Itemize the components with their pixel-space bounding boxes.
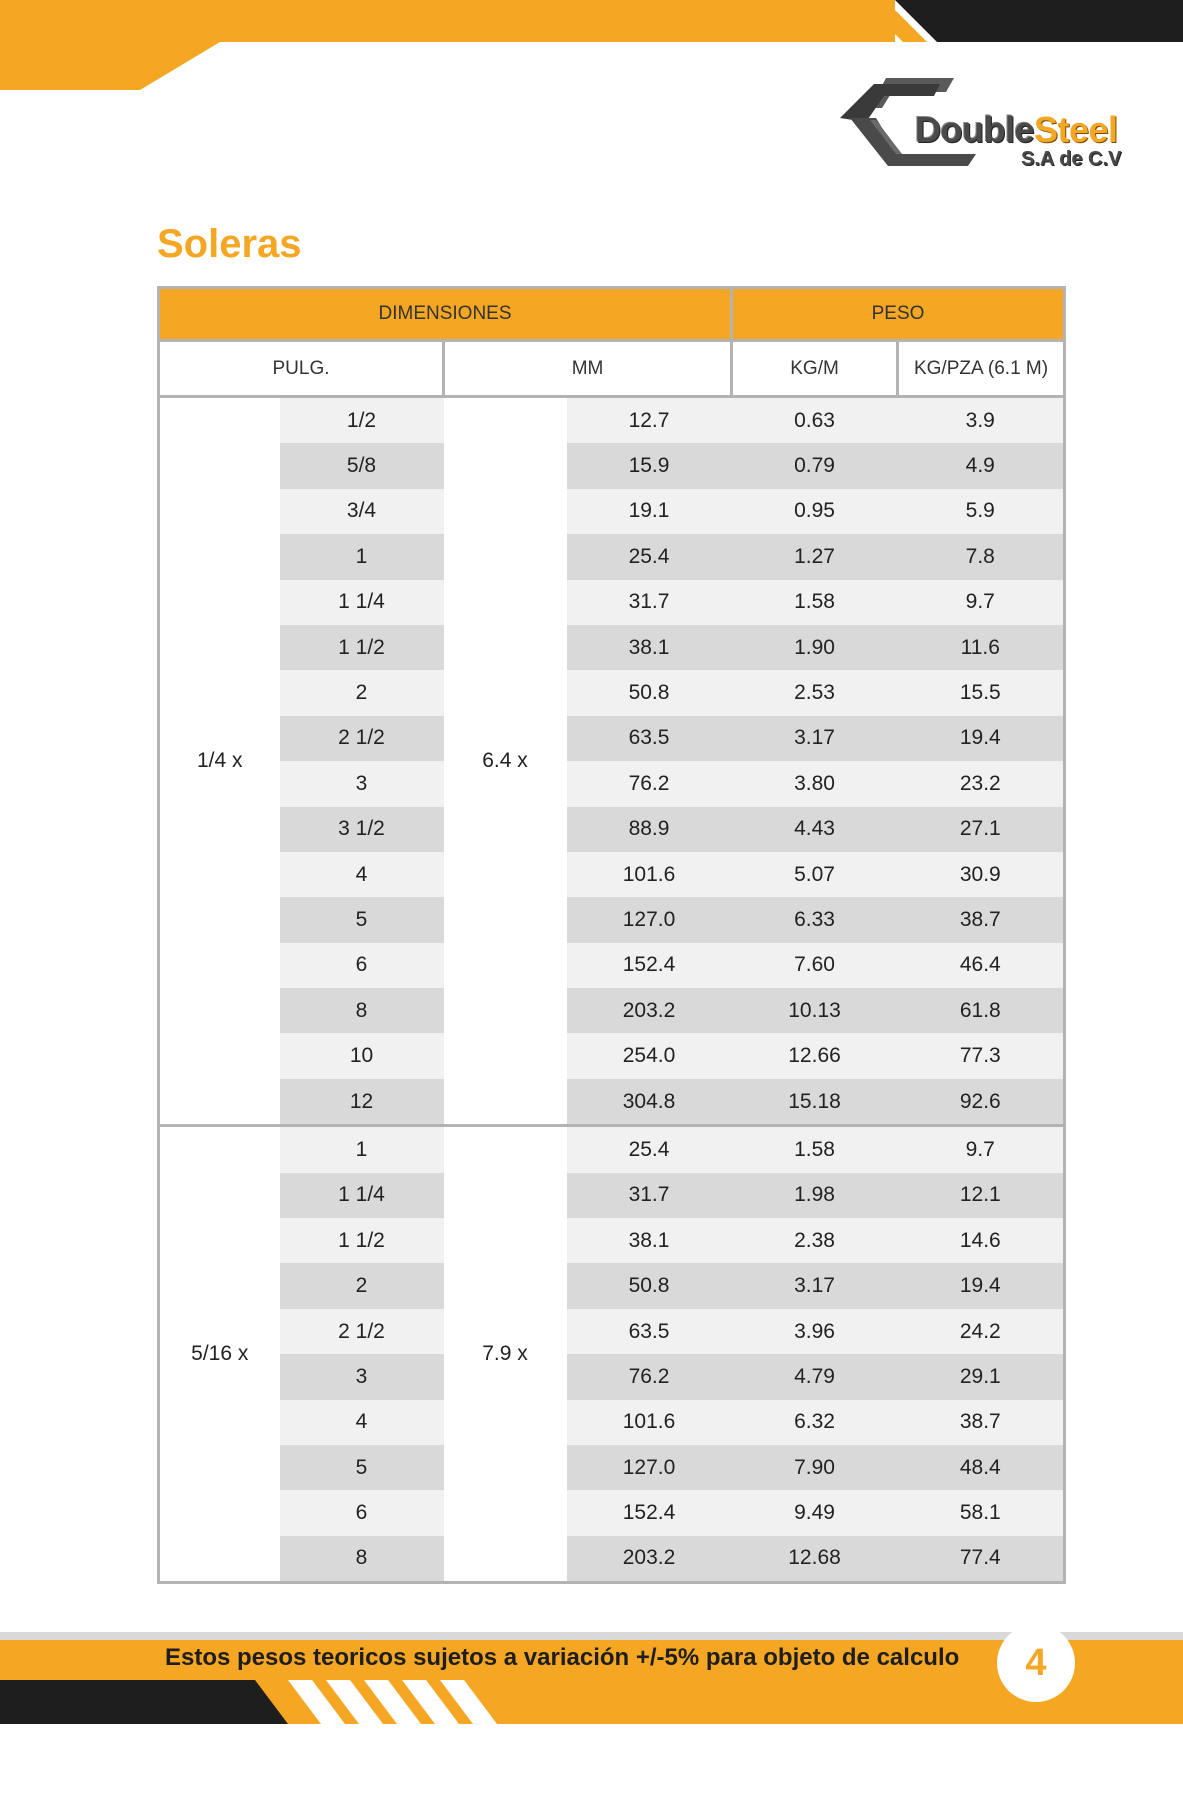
cell-kg-pza: 92.6 [898, 1079, 1065, 1126]
soleras-table [157, 286, 1063, 1584]
cell-kg-m: 5.07 [732, 852, 898, 897]
cell-pulg: 12 [280, 1079, 444, 1126]
cell-kg-pza: 12.1 [898, 1173, 1065, 1218]
cell-mm: 203.2 [567, 1536, 732, 1583]
cell-kg-pza: 14.6 [898, 1218, 1065, 1263]
cell-kg-m: 1.98 [732, 1173, 898, 1218]
cell-pulg: 3 [280, 761, 444, 806]
cell-kg-m: 2.38 [732, 1218, 898, 1263]
cell-mm: 254.0 [567, 1033, 732, 1078]
cell-mm: 50.8 [567, 670, 732, 715]
cell-pulg: 5 [280, 1445, 444, 1490]
page-number-badge [997, 1624, 1075, 1702]
cell-mm: 76.2 [567, 761, 732, 806]
cell-mm: 76.2 [567, 1354, 732, 1399]
cell-pulg: 1 1/2 [280, 625, 444, 670]
cell-kg-m: 0.79 [732, 443, 898, 488]
cell-mm: 152.4 [567, 943, 732, 988]
cell-pulg: 2 1/2 [280, 716, 444, 761]
table-row [159, 943, 1065, 988]
table-row [159, 897, 1065, 942]
brand-subtitle: S.A de C.V [1021, 148, 1122, 170]
cell-kg-m: 3.17 [732, 1263, 898, 1308]
cell-pulg: 8 [280, 1536, 444, 1583]
cell-kg-pza: 30.9 [898, 852, 1065, 897]
cell-kg-pza: 48.4 [898, 1445, 1065, 1490]
cell-kg-m: 1.27 [732, 534, 898, 579]
cell-kg-pza: 5.9 [898, 489, 1065, 534]
cell-kg-pza: 19.4 [898, 1263, 1065, 1308]
cell-kg-pza: 77.4 [898, 1536, 1065, 1583]
cell-mm: 101.6 [567, 852, 732, 897]
cell-mm: 88.9 [567, 807, 732, 852]
table-row [159, 807, 1065, 852]
cell-kg-m: 6.32 [732, 1400, 898, 1445]
table-row [159, 1126, 1065, 1173]
cell-kg-m: 3.17 [732, 716, 898, 761]
cell-mm: 15.9 [567, 443, 732, 488]
pulg-group-label: 1/4 x [159, 397, 280, 1126]
table-row [159, 443, 1065, 488]
cell-mm: 127.0 [567, 897, 732, 942]
table-row [159, 580, 1065, 625]
cell-kg-pza: 9.7 [898, 1126, 1065, 1173]
cell-kg-pza: 19.4 [898, 716, 1065, 761]
cell-pulg: 3 [280, 1354, 444, 1399]
cell-mm: 63.5 [567, 716, 732, 761]
table-row [159, 1079, 1065, 1126]
table-row [159, 397, 1065, 444]
column-header-kg-pza: KG/PZA (6.1 M) [898, 341, 1065, 397]
table-row [159, 1536, 1065, 1583]
cell-pulg: 6 [280, 1490, 444, 1535]
cell-mm: 152.4 [567, 1490, 732, 1535]
cell-pulg: 10 [280, 1033, 444, 1078]
cell-kg-pza: 3.9 [898, 397, 1065, 444]
cell-kg-pza: 23.2 [898, 761, 1065, 806]
cell-kg-pza: 7.8 [898, 534, 1065, 579]
cell-pulg: 4 [280, 1400, 444, 1445]
table-row [159, 1490, 1065, 1535]
cell-kg-m: 15.18 [732, 1079, 898, 1126]
cell-mm: 31.7 [567, 580, 732, 625]
pulg-group-label: 5/16 x [159, 1126, 280, 1583]
cell-kg-pza: 9.7 [898, 580, 1065, 625]
page-title: Soleras [157, 222, 302, 266]
table-row [159, 1400, 1065, 1445]
table-row [159, 1173, 1065, 1218]
cell-kg-m: 10.13 [732, 988, 898, 1033]
cell-kg-pza: 29.1 [898, 1354, 1065, 1399]
table-row [159, 761, 1065, 806]
table-row [159, 852, 1065, 897]
cell-mm: 31.7 [567, 1173, 732, 1218]
table-group-1 [159, 397, 1065, 1126]
cell-kg-m: 7.90 [732, 1445, 898, 1490]
table-row [159, 1354, 1065, 1399]
cell-mm: 38.1 [567, 1218, 732, 1263]
cell-pulg: 1 1/2 [280, 1218, 444, 1263]
cell-pulg: 2 [280, 1263, 444, 1308]
table-row [159, 1445, 1065, 1490]
cell-kg-pza: 24.2 [898, 1309, 1065, 1354]
cell-kg-m: 7.60 [732, 943, 898, 988]
table-row [159, 716, 1065, 761]
cell-mm: 101.6 [567, 1400, 732, 1445]
cell-pulg: 8 [280, 988, 444, 1033]
cell-kg-pza: 77.3 [898, 1033, 1065, 1078]
cell-kg-pza: 46.4 [898, 943, 1065, 988]
cell-kg-m: 0.63 [732, 397, 898, 444]
cell-kg-pza: 61.8 [898, 988, 1065, 1033]
table-row [159, 1033, 1065, 1078]
brand-name: DoubleSteel [915, 109, 1118, 150]
cell-kg-m: 3.80 [732, 761, 898, 806]
cell-kg-m: 1.58 [732, 1126, 898, 1173]
cell-pulg: 3/4 [280, 489, 444, 534]
table-row [159, 1218, 1065, 1263]
table-row [159, 670, 1065, 715]
cell-pulg: 4 [280, 852, 444, 897]
cell-kg-m: 1.58 [732, 580, 898, 625]
column-header-kg-m: KG/M [732, 341, 898, 397]
cell-kg-pza: 4.9 [898, 443, 1065, 488]
table-row [159, 625, 1065, 670]
cell-pulg: 2 1/2 [280, 1309, 444, 1354]
cell-kg-m: 0.95 [732, 489, 898, 534]
cell-kg-pza: 27.1 [898, 807, 1065, 852]
cell-kg-m: 12.68 [732, 1536, 898, 1583]
cell-pulg: 1 1/4 [280, 1173, 444, 1218]
cell-pulg: 6 [280, 943, 444, 988]
cell-pulg: 5/8 [280, 443, 444, 488]
table-row [159, 489, 1065, 534]
table-row [159, 534, 1065, 579]
column-header-mm: MM [444, 341, 732, 397]
cell-kg-m: 4.79 [732, 1354, 898, 1399]
cell-mm: 304.8 [567, 1079, 732, 1126]
cell-mm: 127.0 [567, 1445, 732, 1490]
cell-kg-m: 1.90 [732, 625, 898, 670]
data-table [157, 286, 1066, 1584]
cell-kg-m: 3.96 [732, 1309, 898, 1354]
table-row [159, 1309, 1065, 1354]
cell-mm: 203.2 [567, 988, 732, 1033]
cell-kg-pza: 38.7 [898, 897, 1065, 942]
cell-mm: 63.5 [567, 1309, 732, 1354]
cell-kg-m: 6.33 [732, 897, 898, 942]
table-group-2 [159, 1126, 1065, 1583]
cell-pulg: 5 [280, 897, 444, 942]
cell-mm: 25.4 [567, 1126, 732, 1173]
cell-kg-m: 4.43 [732, 807, 898, 852]
cell-mm: 19.1 [567, 489, 732, 534]
header-peso: PESO [732, 288, 1065, 341]
cell-mm: 50.8 [567, 1263, 732, 1308]
cell-kg-m: 2.53 [732, 670, 898, 715]
page-number: 4 [1025, 1641, 1047, 1684]
cell-kg-pza: 15.5 [898, 670, 1065, 715]
column-header-pulg: PULG. [159, 341, 444, 397]
cell-pulg: 3 1/2 [280, 807, 444, 852]
cell-pulg: 2 [280, 670, 444, 715]
cell-kg-pza: 38.7 [898, 1400, 1065, 1445]
table-row [159, 988, 1065, 1033]
cell-kg-pza: 58.1 [898, 1490, 1065, 1535]
cell-mm: 38.1 [567, 625, 732, 670]
cell-kg-m: 9.49 [732, 1490, 898, 1535]
cell-pulg: 1 [280, 534, 444, 579]
footer-note: Estos pesos teoricos sujetos a variación +/-5% para objeto de calculo [165, 1644, 960, 1671]
cell-mm: 12.7 [567, 397, 732, 444]
mm-group-label: 6.4 x [444, 397, 567, 1126]
table-row [159, 1263, 1065, 1308]
cell-pulg: 1/2 [280, 397, 444, 444]
header-dimensiones: DIMENSIONES [159, 288, 732, 341]
cell-pulg: 1 [280, 1126, 444, 1173]
cell-pulg: 1 1/4 [280, 580, 444, 625]
cell-kg-m: 12.66 [732, 1033, 898, 1078]
cell-mm: 25.4 [567, 534, 732, 579]
cell-kg-pza: 11.6 [898, 625, 1065, 670]
mm-group-label: 7.9 x [444, 1126, 567, 1583]
